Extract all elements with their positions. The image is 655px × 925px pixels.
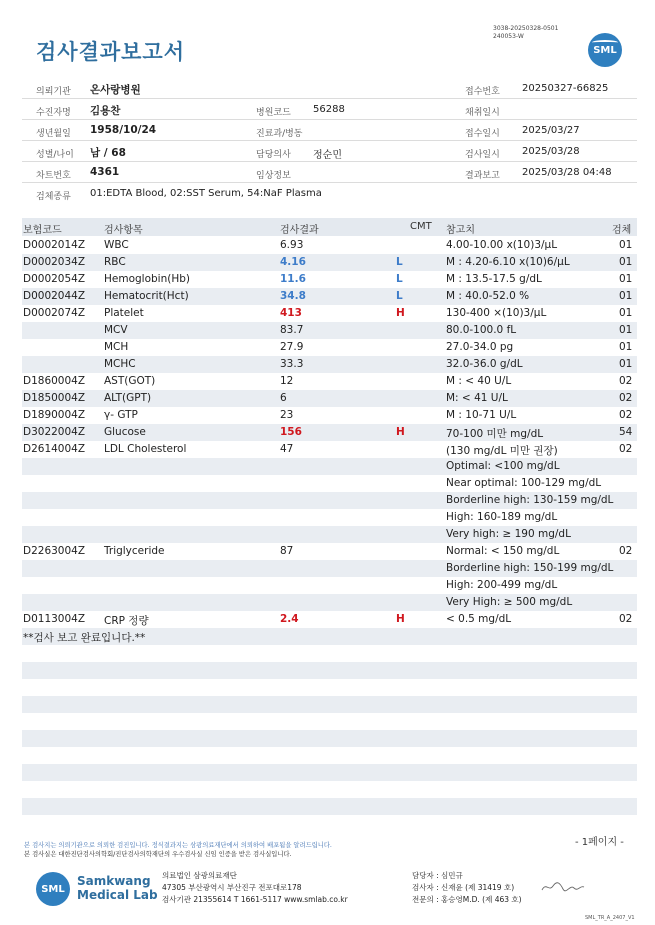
result-value: 23 (280, 409, 294, 421)
empty-row (22, 781, 637, 798)
result-code: D2263004Z (23, 545, 86, 557)
table-row (22, 356, 637, 373)
report-title: 검사결과보고서 (36, 40, 186, 64)
sex-age-value: 남 / 68 (90, 147, 126, 159)
result-test-name: Platelet (104, 307, 144, 319)
birth-value: 1958/10/24 (90, 124, 157, 136)
document-code-line2: 240053-W (493, 33, 524, 40)
result-reference: < 0.5 mg/dL (446, 613, 512, 625)
page-number: - 1페이지 - (575, 837, 624, 848)
table-row (22, 424, 637, 441)
table-row (22, 288, 637, 305)
table-row (22, 373, 637, 390)
header-result: 검사결과 (280, 225, 319, 236)
result-reference: Near optimal: 100-129 mg/dL (446, 477, 602, 489)
result-code: D1850004Z (23, 392, 86, 404)
result-code: D0113004Z (23, 613, 86, 625)
staff-tech: 검사자 : 신재윤 (제 31419 호) (412, 883, 515, 892)
result-specimen: 02 (619, 443, 633, 455)
result-specimen: 01 (619, 256, 633, 268)
result-flag: H (396, 613, 405, 625)
table-row (22, 339, 637, 356)
result-reference: M : 40.0-52.0 % (446, 290, 530, 302)
chart-no-label: 차트번호 (36, 171, 71, 181)
info-row-examinee (22, 99, 637, 120)
result-code: D3022004Z (23, 426, 86, 438)
result-reference: Very High: ≥ 500 mg/dL (446, 596, 573, 608)
result-specimen: 01 (619, 239, 633, 251)
result-code: D0002014Z (23, 239, 86, 251)
table-row (22, 492, 637, 509)
notice-line-1: 본 검사지는 의뢰기관으로 의뢰한 검진입니다. 정식결과지는 삼광의료재단에서 의뢰하여 배포됨을 알려드립니다. (24, 842, 332, 849)
result-test-name: MCV (104, 324, 128, 336)
result-test-name: MCH (104, 341, 129, 353)
info-row-institution (22, 78, 637, 99)
result-specimen: 02 (619, 613, 633, 625)
org-address: 47305 부산광역시 부산진구 전포대로178 (162, 883, 302, 892)
specimen-type-value: 01:EDTA Blood, 02:SST Serum, 54:NaF Plasma (90, 188, 322, 199)
result-specimen: 54 (619, 426, 633, 438)
result-specimen: 02 (619, 409, 633, 421)
empty-row (22, 645, 637, 662)
result-value: 11.6 (280, 273, 306, 285)
header-spec: 검체 (612, 225, 632, 236)
table-row (22, 543, 637, 560)
result-code: D1860004Z (23, 375, 86, 387)
result-reference: Very high: ≥ 190 mg/dL (446, 528, 571, 540)
clinical-label: 임상정보 (256, 171, 291, 181)
table-row (22, 322, 637, 339)
table-row (22, 577, 637, 594)
result-code: D0002054Z (23, 273, 86, 285)
table-row (22, 390, 637, 407)
result-code: D2614004Z (23, 443, 86, 455)
result-specimen: 02 (619, 545, 633, 557)
table-row (22, 237, 637, 254)
brand-line-1: Samkwang (77, 874, 151, 888)
department-label: 진료과/병동 (256, 129, 303, 139)
result-test-name: MCHC (104, 358, 136, 370)
result-specimen: 02 (619, 392, 633, 404)
result-flag: H (396, 426, 405, 438)
info-row-specimen (22, 183, 637, 204)
result-flag: L (396, 256, 403, 268)
empty-row (22, 696, 637, 713)
result-value: 47 (280, 443, 294, 455)
doctor-value: 정순민 (313, 150, 342, 161)
result-flag: L (396, 273, 403, 285)
result-reference: 80.0-100.0 fL (446, 324, 517, 336)
org-contact: 검사기관 21355614 T 1661-5117 www.smlab.co.kr (162, 895, 348, 904)
result-code: **검사 보고 완료입니다.** (23, 632, 146, 644)
empty-row (22, 747, 637, 764)
result-test-name: WBC (104, 239, 129, 251)
result-code: D0002074Z (23, 307, 86, 319)
result-value: 6.93 (280, 239, 304, 251)
collection-date-label: 채취일시 (465, 108, 500, 118)
result-flag: L (396, 290, 403, 302)
examinee-value: 김용찬 (90, 105, 121, 117)
empty-row (22, 679, 637, 696)
result-test-name: AST(GOT) (104, 375, 156, 387)
table-row (22, 509, 637, 526)
result-reference: 27.0-34.0 pg (446, 341, 514, 353)
result-reference: M : < 40 U/L (446, 375, 512, 387)
result-reference: Borderline high: 130-159 mg/dL (446, 494, 614, 506)
hospital-code-value: 56288 (313, 104, 345, 115)
received-value: 2025/03/27 (522, 125, 580, 136)
empty-row (22, 798, 637, 815)
doctor-label: 담당의사 (256, 150, 291, 160)
document-code-line1: 3038-20250328-0501 (493, 25, 559, 32)
result-reference: M : 10-71 U/L (446, 409, 517, 421)
result-value: 413 (280, 307, 302, 319)
brand-name (77, 874, 158, 902)
hospital-code-label: 병원코드 (256, 108, 291, 118)
result-reference: Borderline high: 150-199 mg/dL (446, 562, 614, 574)
result-test-name: Hemoglobin(Hb) (104, 273, 191, 285)
table-row (22, 441, 637, 458)
table-row (22, 475, 637, 492)
result-value: 4.16 (280, 256, 306, 268)
table-row (22, 611, 637, 628)
sml-logo-icon: SML (588, 33, 622, 67)
result-reference: Normal: < 150 mg/dL (446, 545, 560, 557)
result-code: D0002034Z (23, 256, 86, 268)
version-code: SML_TR_A_2407_V1 (585, 915, 635, 921)
brand-line-2: Medical Lab (77, 888, 158, 902)
info-row-birth (22, 120, 637, 141)
result-reference: 32.0-36.0 g/dL (446, 358, 523, 370)
result-reference: (130 mg/dL 미만 권장) (446, 445, 558, 457)
staff-manager: 담당자 : 심민규 (412, 871, 463, 880)
result-specimen: 01 (619, 290, 633, 302)
receipt-no-label: 접수번호 (465, 87, 500, 97)
chart-no-value: 4361 (90, 166, 120, 178)
result-reference: M : 4.20-6.10 x(10)6/μL (446, 256, 570, 268)
header-ref: 참고치 (446, 225, 475, 236)
header-code: 보험코드 (23, 225, 62, 236)
header-name: 검사항목 (104, 225, 143, 236)
header-cmt: CMT (410, 221, 432, 232)
result-test-name: ALT(GPT) (104, 392, 152, 404)
info-row-chart-no (22, 162, 637, 183)
reported-label: 결과보고 (465, 171, 500, 181)
table-row (22, 271, 637, 288)
tested-value: 2025/03/28 (522, 146, 580, 157)
empty-row (22, 815, 637, 832)
result-reference: High: 200-499 mg/dL (446, 579, 558, 591)
result-reference: 4.00-10.00 x(10)3/μL (446, 239, 558, 251)
tested-label: 검사일시 (465, 150, 500, 160)
result-value: 2.4 (280, 613, 299, 625)
result-test-name: Hematocrit(Hct) (104, 290, 189, 302)
institution-value: 온사랑병원 (90, 84, 141, 96)
result-specimen: 01 (619, 324, 633, 336)
results-table-header (22, 218, 637, 236)
result-value: 87 (280, 545, 294, 557)
organization-info (162, 870, 348, 906)
result-test-name: Glucose (104, 426, 146, 438)
reported-value: 2025/03/28 04:48 (522, 167, 612, 178)
org-name: 의료법인 삼광의료재단 (162, 871, 237, 880)
result-value: 27.9 (280, 341, 304, 353)
result-test-name: γ- GTP (104, 409, 138, 421)
table-row (22, 407, 637, 424)
table-row (22, 594, 637, 611)
result-reference: M : 13.5-17.5 g/dL (446, 273, 542, 285)
result-value: 83.7 (280, 324, 304, 336)
result-value: 33.3 (280, 358, 304, 370)
result-reference: Optimal: <100 mg/dL (446, 460, 560, 472)
result-test-name: LDL Cholesterol (104, 443, 187, 455)
receipt-no-value: 20250327-66825 (522, 83, 609, 94)
result-reference: High: 160-189 mg/dL (446, 511, 558, 523)
birth-label: 생년월일 (36, 129, 71, 139)
result-code: D0002044Z (23, 290, 86, 302)
result-test-name: RBC (104, 256, 126, 268)
footer-logo-icon: SML (36, 872, 70, 906)
result-test-name: CRP 정량 (104, 615, 149, 627)
result-test-name: Triglyceride (104, 545, 165, 557)
table-row (22, 628, 637, 645)
result-value: 6 (280, 392, 287, 404)
result-reference: M: < 41 U/L (446, 392, 508, 404)
result-value: 12 (280, 375, 294, 387)
institution-label: 의뢰기관 (36, 87, 71, 97)
table-row (22, 254, 637, 271)
empty-row (22, 662, 637, 679)
specimen-type-label: 검체종류 (36, 192, 71, 202)
info-row-sex-age (22, 141, 637, 162)
result-reference: 70-100 미만 mg/dL (446, 428, 544, 440)
empty-row (22, 713, 637, 730)
empty-row (22, 730, 637, 747)
result-code: D1890004Z (23, 409, 86, 421)
signature-icon (540, 880, 586, 894)
received-label: 접수일시 (465, 129, 500, 139)
empty-row (22, 764, 637, 781)
result-specimen: 01 (619, 307, 633, 319)
sex-age-label: 성별/나이 (36, 150, 74, 160)
table-row (22, 560, 637, 577)
result-value: 156 (280, 426, 302, 438)
result-flag: H (396, 307, 405, 319)
table-row (22, 526, 637, 543)
staff-specialist: 전문의 : 홍승영M.D. (제 463 호) (412, 895, 522, 904)
result-reference: 130-400 ×(10)3/μL (446, 307, 547, 319)
document-code (493, 25, 558, 41)
notice-line-2: 본 검사실은 대한진단검사의학회/진단검사의학재단의 우수검사실 신임 인증을 받은 검사실입니다. (24, 851, 292, 858)
staff-info (412, 870, 522, 906)
table-row (22, 458, 637, 475)
result-specimen: 01 (619, 341, 633, 353)
table-row (22, 305, 637, 322)
result-specimen: 01 (619, 273, 633, 285)
examinee-label: 수진자명 (36, 108, 71, 118)
result-value: 34.8 (280, 290, 306, 302)
result-specimen: 01 (619, 358, 633, 370)
result-specimen: 02 (619, 375, 633, 387)
